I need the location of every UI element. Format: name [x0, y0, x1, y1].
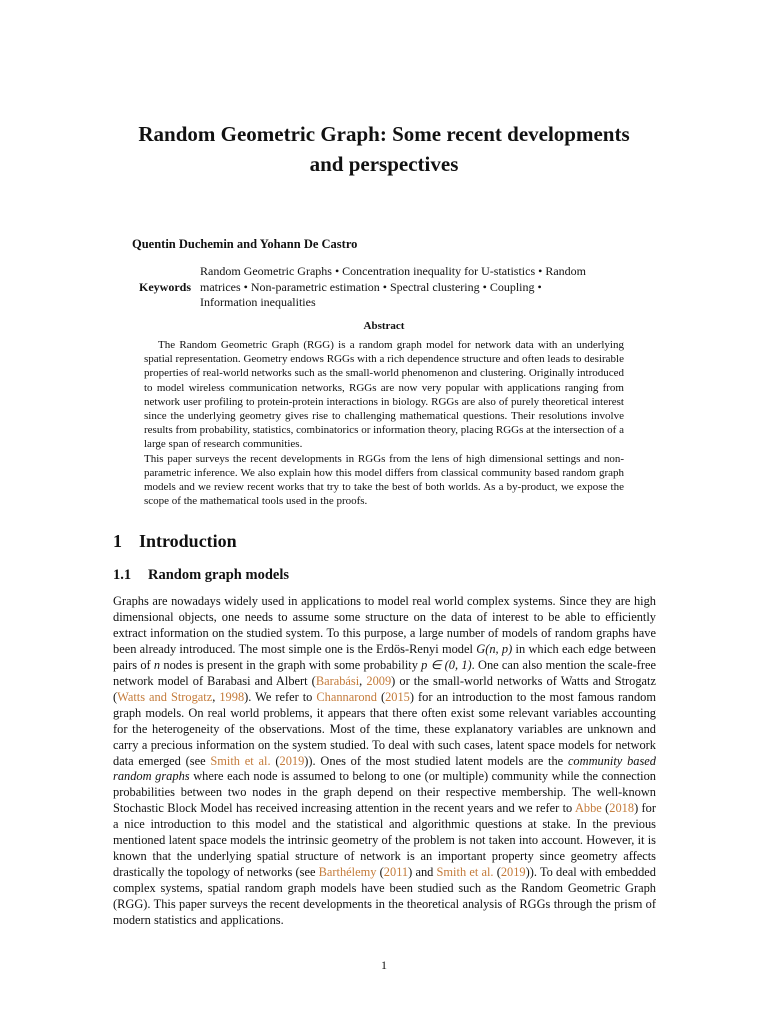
citation-link-smith-2[interactable]: Smith et al.	[436, 865, 494, 880]
citation-link-watts-strogatz[interactable]: Watts and Strogatz	[117, 689, 213, 704]
math-n: n	[153, 657, 161, 672]
citation-link-2015[interactable]: 2015	[385, 689, 410, 704]
paper-title	[40, 119, 728, 179]
title-line-1: Random Geometric Graph: Some recent developments	[138, 122, 630, 146]
abstract-paragraph-1: The Random Geometric Graph (RGG) is a random graph model for network data with an underlying spatial representation. Geometry endows RGGs with a rich dependence structure and often leads to desirable properties of real-world networks such as the small-world phenomenon and clustering. Originally introduced to model wireless communication networks, RGGs are now very popular with applications ranging from network user profiling to protein-protein interactions in biology. RGGs are also of purely theoretical interest since the underlying geometry gives rise to challenging mathematical questions. Their resolutions involve results from probability, statistics, combinatorics or information theory, placing RGGs at the intersection of a large span of research communities.	[144, 339, 624, 451]
page-number: 1	[381, 958, 387, 972]
text-run: )). To deal with embedded complex systems, spatial random graph models have been studied such as the Random Geometric Graph (RGG). This paper surveys the recent developments in the theoretical analysis of RGGs through the prism of modern statistics and applications.	[113, 865, 656, 928]
text-run: (	[270, 753, 280, 768]
citation-link-2018[interactable]: 2018	[609, 801, 635, 816]
section-title: Introduction	[139, 531, 237, 551]
authors: Quentin Duchemin and Yohann De Castro	[132, 237, 358, 251]
subsection-title: Random graph models	[148, 567, 289, 583]
math-gnp: G(n, p)	[476, 641, 513, 656]
section-heading-introduction	[113, 531, 237, 552]
subsection-number: 1.1	[113, 567, 132, 583]
math-p: p ∈ (0, 1)	[421, 657, 472, 672]
citation-link-smith[interactable]: Smith et al.	[210, 753, 271, 768]
citation-link-2019-2[interactable]: 2019	[500, 865, 526, 880]
text-run: ). We refer to	[244, 689, 317, 704]
citation-link-2011[interactable]: 2011	[383, 865, 409, 880]
citation-link-barthelemy[interactable]: Barthélemy	[318, 865, 377, 880]
citation-link-barabasi[interactable]: Barabási	[315, 673, 360, 688]
abstract-heading: Abstract	[363, 320, 405, 332]
text-run: ,	[359, 673, 367, 688]
text-run: . One can also mention the scale-free network model of Barabasi and Albert (	[113, 657, 656, 688]
citation-link-2009[interactable]: 2009	[366, 673, 392, 688]
citation-link-channarond[interactable]: Channarond	[316, 689, 377, 704]
text-run: where each node is assumed to belong to one (or multiple) community while the connection probabilities between two nodes in the graph depend on their respective membership. The well-known Stochastic Block Model has received increasing attention in the recent years and we refer to	[113, 769, 656, 816]
subsection-heading-random-graph-models	[113, 567, 289, 584]
keywords-list: Random Geometric Graphs • Concentration inequality for U-statistics • Random matrices • Non-parametric estimation • Spectral clustering • Coupling • Information inequalities	[200, 264, 586, 309]
text-run: ) and	[408, 865, 437, 880]
intro-paragraph	[113, 594, 656, 929]
text-run: ) or the small-world networks of Watts and Strogatz (	[113, 673, 656, 704]
text-run: in which each edge between pairs of	[113, 641, 656, 672]
text-run: (	[601, 801, 610, 816]
text-run: (	[376, 689, 386, 704]
citation-link-abbe[interactable]: Abbe	[574, 801, 602, 816]
text-run: (	[493, 865, 501, 880]
abstract	[144, 338, 624, 508]
text-run: ) for a nice introduction to this model and the statistical and algorithmic questions at stake. In the previous mentioned latent space models the intrinsic geometry of the problem is not taken into account. However, it is known that the underlying spatial structure of network is an important property since geometry affects drastically the topology of networks (see	[113, 801, 656, 880]
text-run: ,	[212, 689, 220, 704]
text-run: nodes is present in the graph with some probability	[160, 657, 422, 672]
title-line-2: and perspectives	[309, 152, 459, 176]
section-number: 1	[113, 531, 122, 551]
keywords-label: Keywords	[139, 280, 191, 294]
emphasis-community-based: community based random graphs	[113, 753, 657, 784]
abstract-paragraph-2: This paper surveys the recent developments in RGGs from the lens of high dimensional settings and non-parametric inference. We also explain how this model differs from classical community based random graph models and we review recent works that try to take the best of both worlds. As a by-product, we expose the scope of the mathematical tools used in the proofs.	[144, 452, 624, 508]
text-run: (	[376, 865, 384, 880]
text-run: ) for an introduction to the most famous random graph models. On real world problems, it appears that there often exist some relevant variables accounting for the heterogeneity of the observations. Most of the time, these explanatory variables are unknown and carry a precious information on the system studied. To deal with such cases, latent space models for network data emerged (see	[113, 689, 656, 768]
text-run: Graphs are nowadays widely used in applications to model real world complex systems. Since they are high dimensional objects, one needs to assume some structure on the data of interest to be able to efficiently extract information on the studied system. To this purpose, a large number of models of random graphs have been already introduced. The most simple one is the Erdös-Renyi model	[113, 594, 656, 656]
text-run: )). Ones of the most studied latent models are the	[304, 753, 568, 768]
citation-link-2019[interactable]: 2019	[279, 753, 305, 768]
citation-link-1998[interactable]: 1998	[219, 689, 245, 704]
